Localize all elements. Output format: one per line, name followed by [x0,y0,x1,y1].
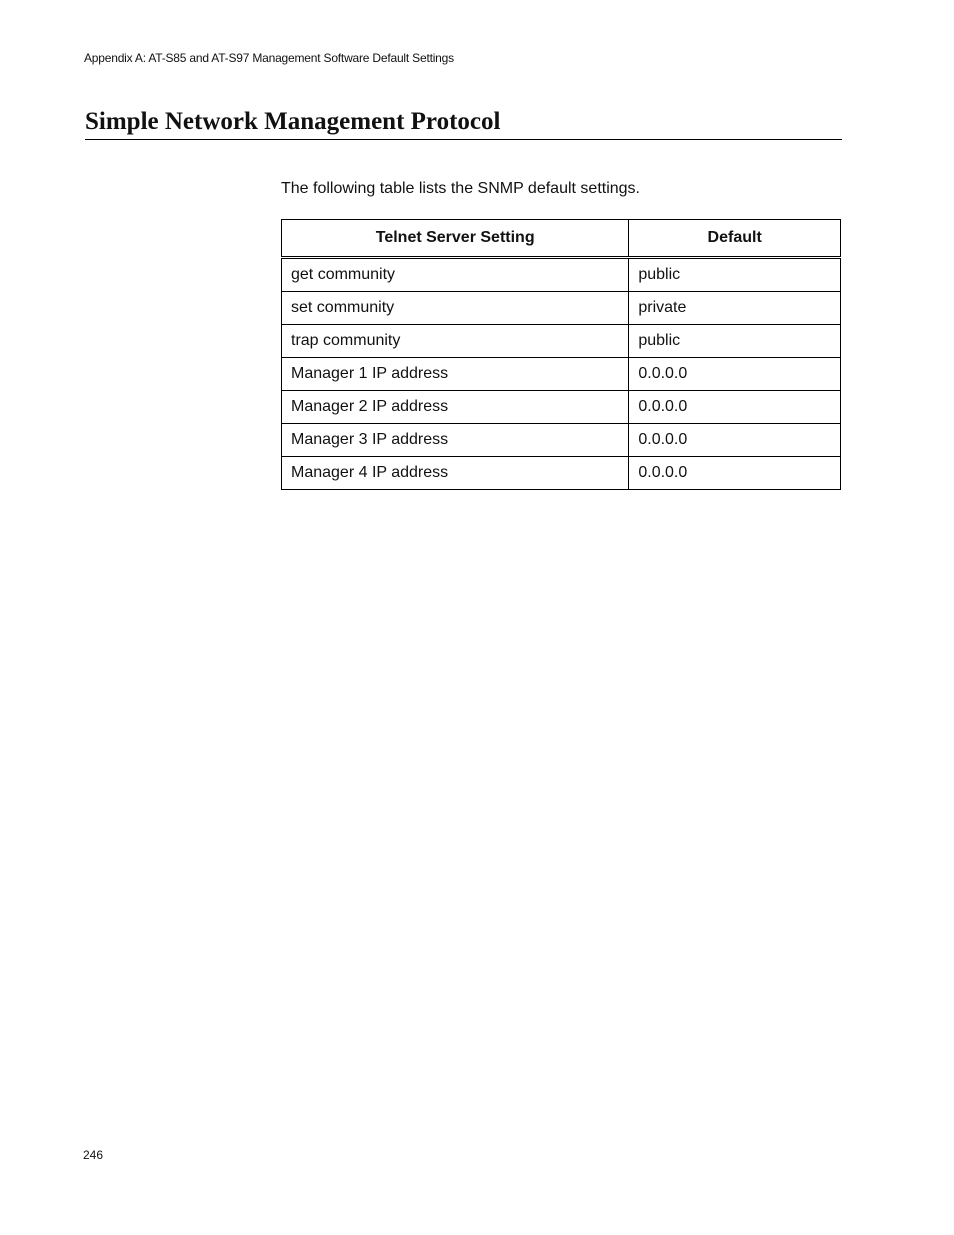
table-row [282,325,841,358]
table-row [282,258,841,292]
table-header-row [282,220,841,258]
section-title: Simple Network Management Protocol [85,107,842,140]
default-cell: public [629,325,841,358]
setting-cell: set community [282,292,629,325]
default-cell: private [629,292,841,325]
table-row [282,457,841,490]
setting-cell: get community [282,258,629,292]
setting-cell: trap community [282,325,629,358]
default-cell: 0.0.0.0 [629,358,841,391]
setting-cell: Manager 4 IP address [282,457,629,490]
setting-cell: Manager 3 IP address [282,424,629,457]
default-cell: 0.0.0.0 [629,457,841,490]
intro-text: The following table lists the SNMP default settings. [281,180,640,197]
table-row [282,358,841,391]
page-number: 246 [83,1148,104,1162]
table-row [282,391,841,424]
snmp-defaults-table [281,219,841,490]
default-cell: 0.0.0.0 [629,391,841,424]
setting-cell: Manager 2 IP address [282,391,629,424]
running-header: Appendix A: AT-S85 and AT-S97 Management Software Default Settings [84,51,454,65]
setting-cell: Manager 1 IP address [282,358,629,391]
default-cell: 0.0.0.0 [629,424,841,457]
table-row [282,292,841,325]
column-header-setting: Telnet Server Setting [282,220,629,258]
table-row [282,424,841,457]
default-cell: public [629,258,841,292]
column-header-default: Default [629,220,841,258]
